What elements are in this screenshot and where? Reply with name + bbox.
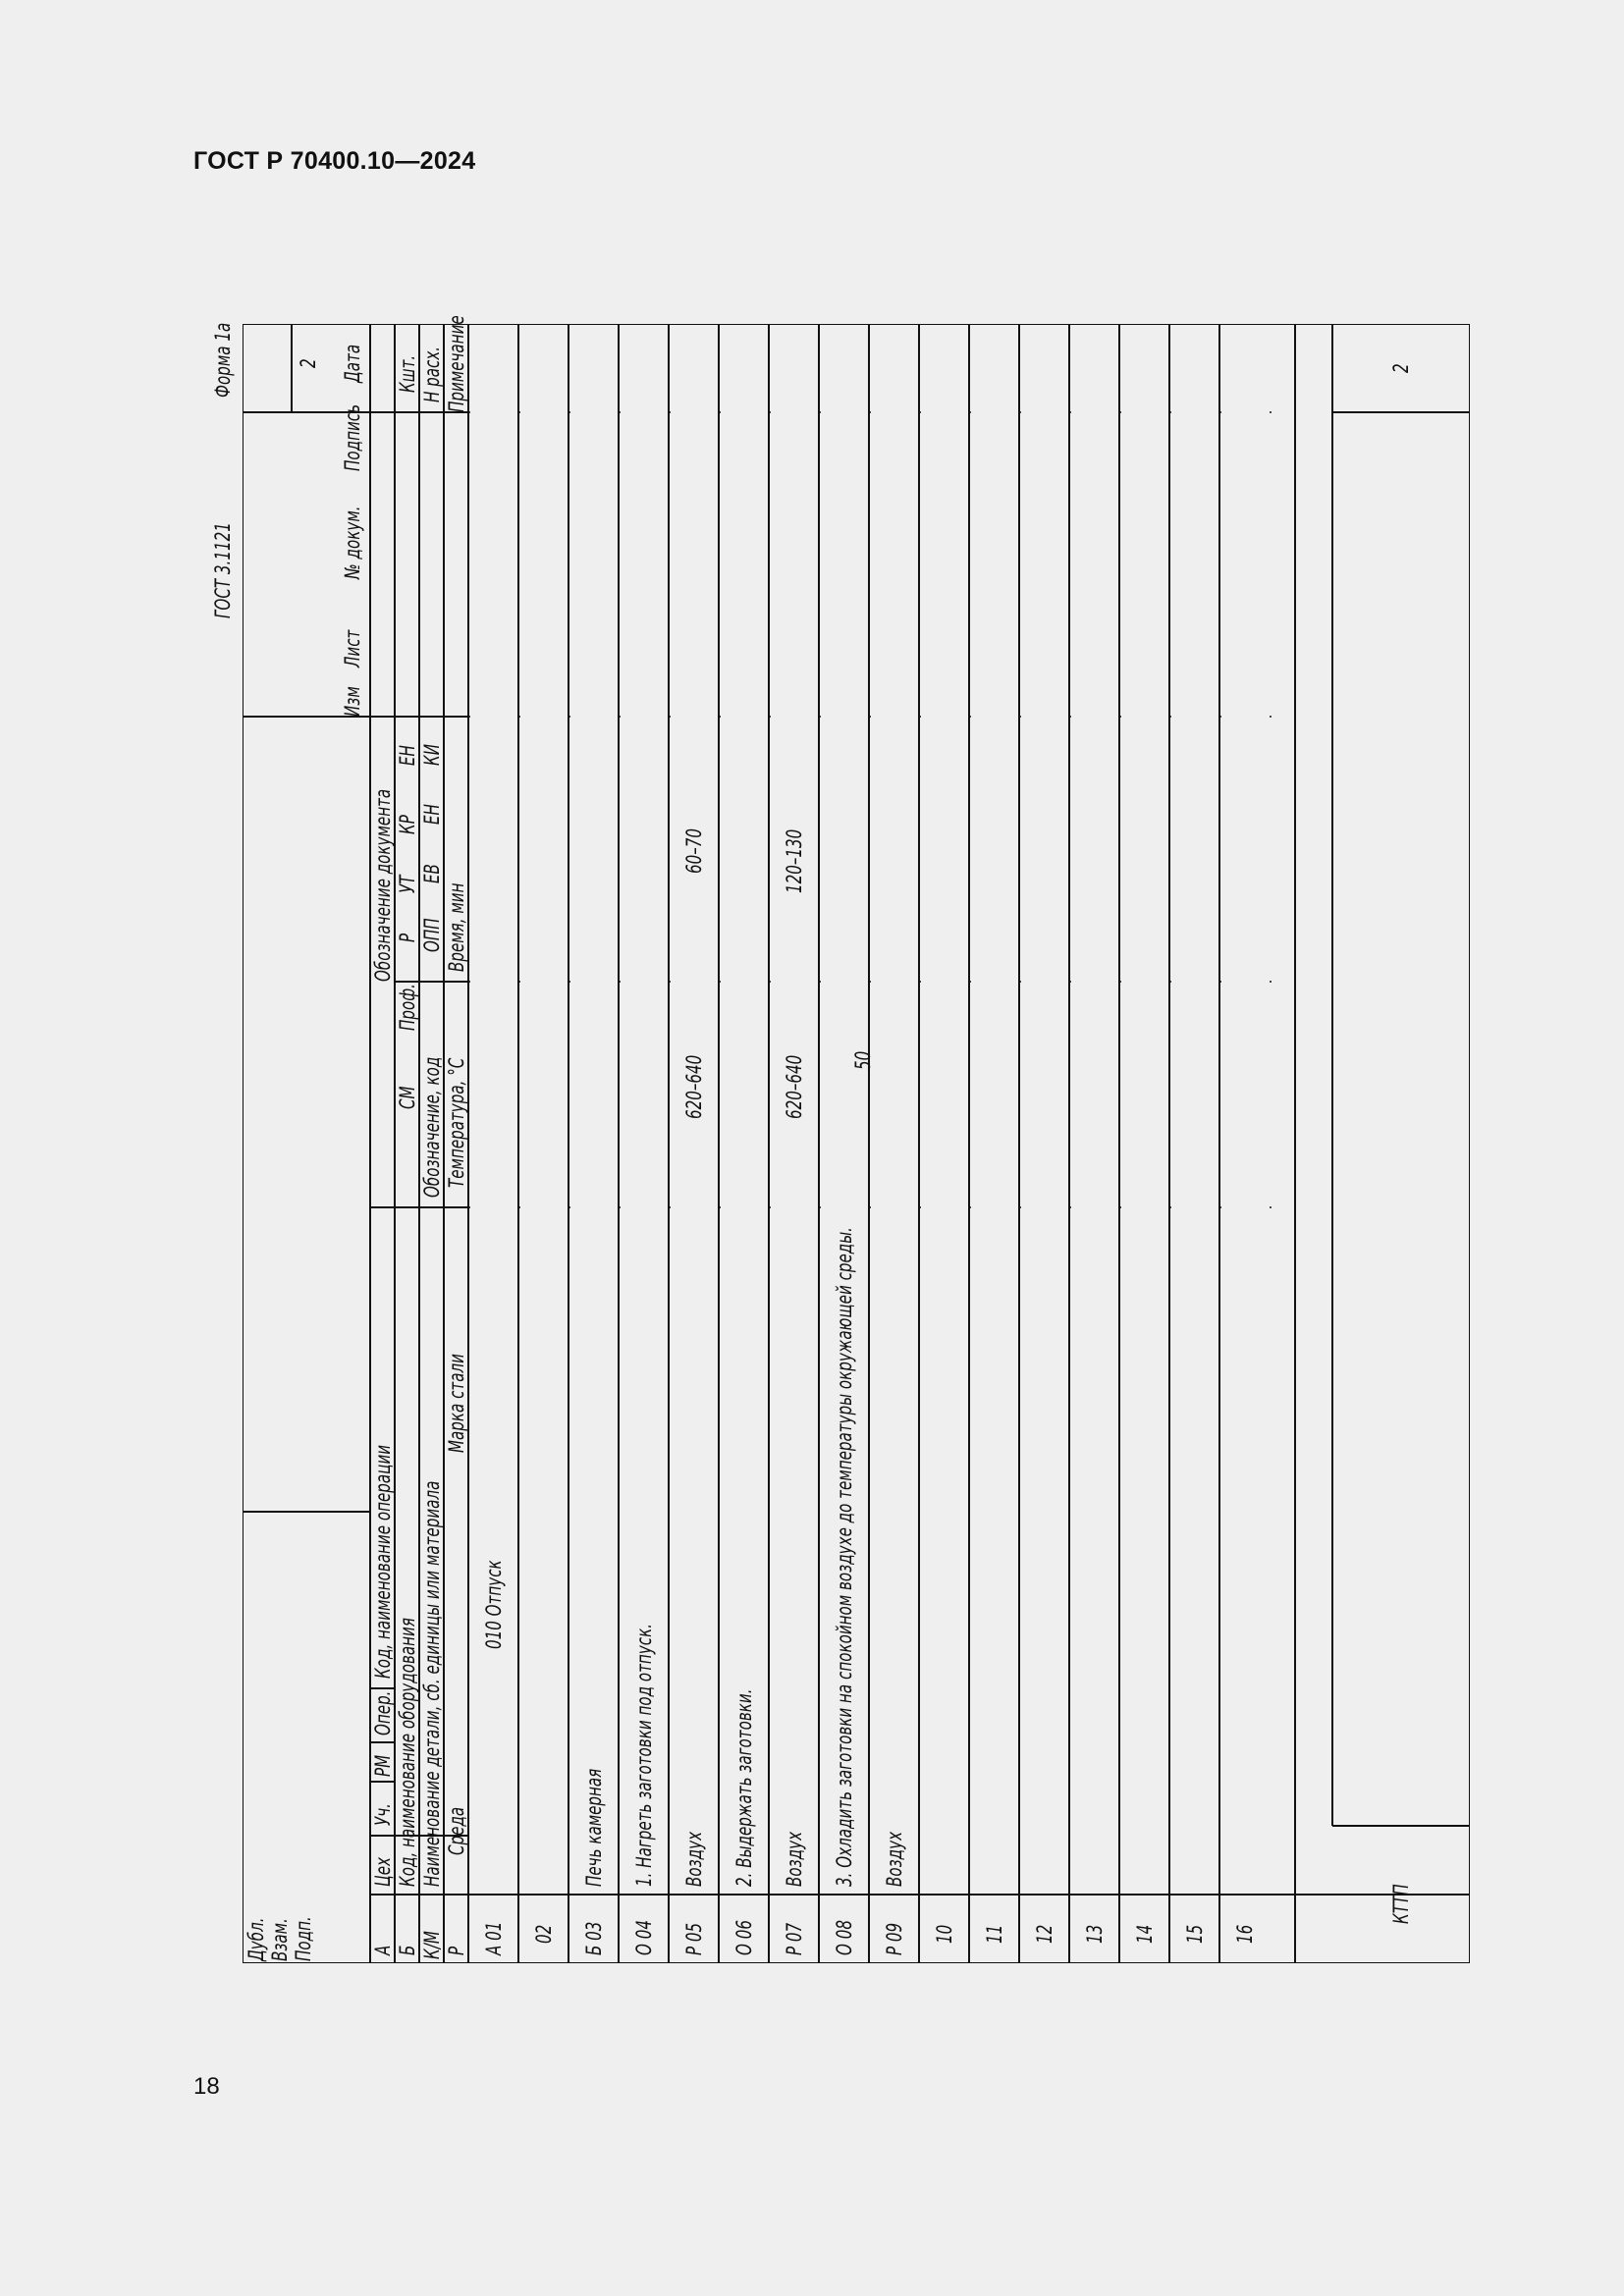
doc-type: КТТП: [1389, 1884, 1413, 1924]
row-number: Б 03: [582, 1921, 606, 1955]
row-number: О 06: [732, 1920, 756, 1955]
row-km-marker: К/М: [420, 1931, 444, 1959]
page-number: 18: [193, 2073, 220, 2100]
row-number: 11: [983, 1924, 1006, 1944]
row-p-col-temp: Температура, °С: [445, 1057, 468, 1188]
row-text: 010 Отпуск: [482, 1560, 506, 1649]
row-text: Воздух: [783, 1831, 806, 1887]
row-number: 13: [1083, 1924, 1107, 1944]
row-a-marker: А: [371, 1945, 395, 1955]
row-temp: 620–640: [682, 1054, 706, 1119]
row-time: 120–130: [783, 828, 806, 893]
row-number: 02: [532, 1924, 556, 1944]
row-p-col-note: Примечание: [445, 315, 468, 412]
row-text: Воздух: [883, 1831, 906, 1887]
stamp-doc-no: № докум.: [341, 506, 364, 579]
row-number: Р 09: [883, 1922, 906, 1955]
row-b-col-prof: Проф.: [396, 984, 419, 1031]
row-number: А 01: [482, 1921, 506, 1955]
row-text: 3. Охладить заготовки на спокойном воздухе до температуры окружающей среды.: [833, 1227, 856, 1887]
row-temp: 620–640: [783, 1054, 806, 1119]
row-number: 15: [1183, 1924, 1207, 1944]
row-a-col-oper: Опер.: [371, 1690, 395, 1735]
technological-form: [211, 315, 1470, 1963]
row-km-col-code: Обозначение, код: [420, 1056, 444, 1198]
row-p-marker: Р: [445, 1946, 468, 1955]
row-b-marker: Б: [396, 1945, 419, 1955]
row-text: Воздух: [682, 1831, 706, 1887]
row-km-col-ev: ЕВ: [420, 864, 444, 883]
row-a-col-op-name: Код, наименование операции: [371, 1444, 395, 1679]
row-b-col-kr: КР: [396, 815, 419, 834]
row-a-col-rm: РМ: [371, 1754, 395, 1777]
row-text: Печь камерная: [582, 1768, 606, 1887]
sheet-number-bottom: 2: [1389, 363, 1413, 373]
row-number: 12: [1033, 1924, 1056, 1944]
sheet-number-top: 2: [297, 358, 320, 368]
side-label-vzam: Взам.: [268, 1918, 292, 1961]
row-number: Р 07: [783, 1922, 806, 1955]
row-number: 14: [1133, 1924, 1157, 1944]
row-number: О 08: [833, 1920, 856, 1955]
row-temp: 50: [851, 1050, 875, 1070]
column-ticks: [468, 412, 1295, 1207]
stamp-change: Изм: [341, 686, 364, 717]
row-number: 10: [933, 1924, 956, 1944]
row-a-col-uch: Уч.: [371, 1803, 395, 1826]
row-p-col-marka: Марка стали: [445, 1354, 468, 1453]
form-standard: ГОСТ 3.1121: [211, 522, 235, 618]
side-label-podp: Подп.: [292, 1916, 315, 1961]
row-b-col-sm: СМ: [396, 1086, 419, 1109]
row-p-col-sreda: Среда: [445, 1806, 468, 1855]
row-text: 2. Выдержать заготовки.: [732, 1688, 756, 1887]
row-number: Р 05: [682, 1922, 706, 1955]
stamp-sheet: Лист: [341, 629, 364, 667]
row-p-col-time: Время, мин: [445, 882, 468, 972]
stamp-sign: Подпись: [341, 403, 364, 471]
row-a-col-tsekh: Цех: [371, 1857, 395, 1887]
side-label-dubl: Дубл.: [244, 1917, 268, 1961]
row-km-col-en: ЕН: [420, 804, 444, 825]
row-b-col-kst: Кшт.: [396, 354, 419, 393]
row-km-col-ki: КИ: [420, 743, 444, 766]
row-time: 60–70: [682, 828, 706, 874]
row-b-col-r: Р: [396, 933, 419, 942]
row-b-col-en: ЕН: [396, 745, 419, 766]
stamp-date: Дата: [341, 344, 364, 383]
row-b-col-equipment: Код, наименование оборудования: [396, 1618, 419, 1887]
row-number: 16: [1233, 1924, 1257, 1944]
row-b-col-ut: УТ: [396, 875, 419, 893]
document-header: ГОСТ Р 70400.10—2024: [193, 147, 476, 175]
row-km-col-name: Наименование детали, сб. единицы или материала: [420, 1480, 444, 1887]
row-text: 1. Нагреть заготовки под отпуск.: [632, 1623, 656, 1887]
row-km-col-nrash: Н расх.: [420, 346, 444, 402]
row-km-col-opp: ОПП: [420, 918, 444, 952]
row-number: О 04: [632, 1920, 656, 1955]
form-name: Форма 1а: [211, 322, 235, 398]
row-a-col-doc: Обозначение документа: [371, 788, 395, 982]
